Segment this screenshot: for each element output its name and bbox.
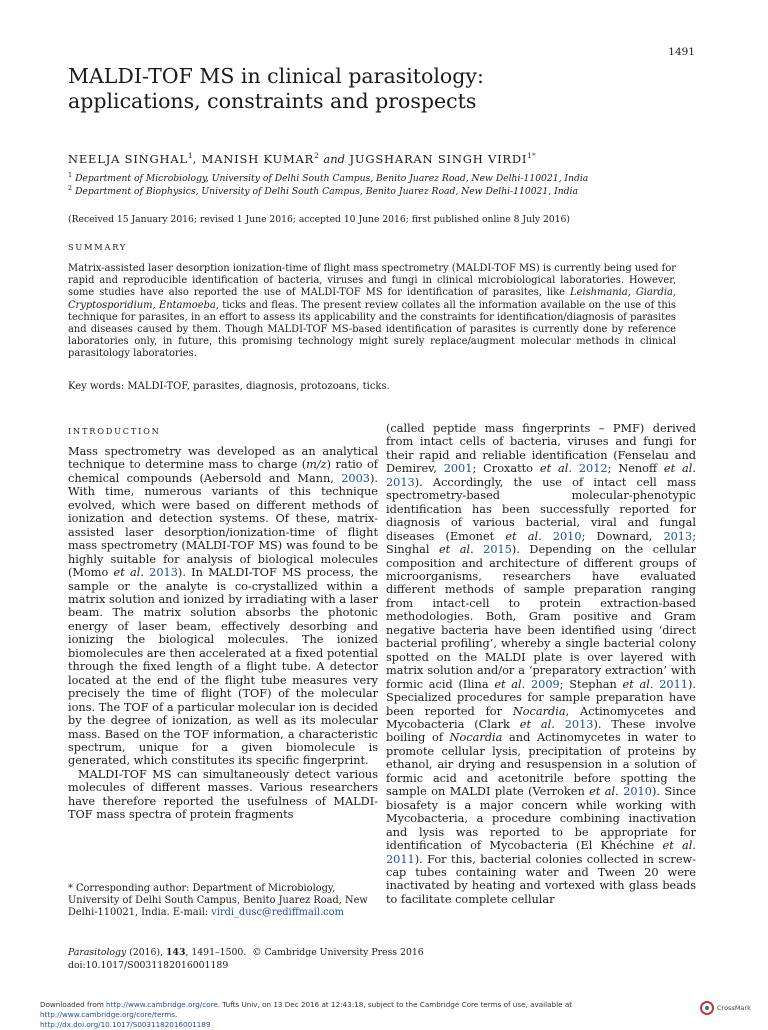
- citation-link[interactable]: 2012: [578, 462, 608, 476]
- affiliation-1-text: Department of Microbiology, University of Delhi South Campus, Benito Juarez Road, New Delhi-110021, India: [75, 173, 589, 185]
- text-run-italic: et al: [662, 839, 693, 853]
- citation-link[interactable]: 2013: [149, 566, 178, 580]
- doi-link[interactable]: http://dx.doi.org/10.1017/S0031182016001189: [40, 1020, 211, 1029]
- citation-link[interactable]: 2013: [663, 529, 693, 543]
- citation-year: (2016),: [126, 947, 167, 958]
- citation-link[interactable]: 2009: [531, 677, 560, 691]
- affiliation-1: [68, 171, 588, 184]
- publication-dates: (Received 15 January 2016; revised 1 June 2016; accepted 10 June 2016; first published online 8 July 2016): [68, 214, 570, 225]
- text-run: .: [551, 717, 565, 731]
- text-run: ). Depending on the cellular composition and architecture of different groups of microorganisms, researchers have evaluated different methods of sample preparation ranging from intact-cell to protein extraction-based methodologies. Both, Gram positive and Gram negative bacteria have been identified using ‘direct bacterial profiling’, whereby a single bacterial colony spotted on the MALDI plate is over layered with matrix solution and/or a ‘preparatory extraction’ with formic acid (Ilina: [386, 543, 697, 691]
- text-run: ). With time, numerous variants of this technique evolved, which were based on different methods of ionization and detection systems. Of these, matrix-assisted laser desorption/ionization-time of flight mass spectrometry (MALDI-TOF MS) was found to be highly suitable for analysis of biological molecules (Momo: [68, 471, 378, 580]
- affiliation-2-text: Department of Biophysics, University of Delhi South Campus, Benito Juarez Road, New Delhi-110021, India: [75, 186, 578, 198]
- download-text: Downloaded from: [40, 1000, 107, 1009]
- article-title: [68, 64, 708, 114]
- text-run: , Actinomycetes and Mycobacteria (Clark: [386, 704, 696, 731]
- text-run-italic: et al: [438, 543, 471, 557]
- text-run-italic: et al: [113, 566, 141, 580]
- citation-link[interactable]: 2003: [341, 471, 370, 485]
- author-list: [68, 151, 536, 166]
- author-3: JUGSHARAN SINGH VIRDI: [349, 151, 528, 166]
- text-run: .: [692, 839, 696, 853]
- text-run: ). For this, bacterial colonies collected in screw-cap tubes containing water and Tween 20 were inactivated by heating and vortexed with glass beads to facilitate complete cellular: [386, 852, 696, 906]
- text-run: and Actinomycetes in water to promote cellular lysis, precipitation of proteins by ethanol, air drying and resuspension in a solution of formic acid and acetonitrile before spotting the sample on MALDI plate (Verroken: [386, 731, 696, 799]
- text-run-italic: Nocardia: [512, 704, 566, 718]
- citation-link[interactable]: 2010: [552, 529, 582, 543]
- crossmark-icon: [700, 1001, 714, 1015]
- copyright: © Cambridge University Press 2016: [252, 947, 424, 958]
- intro-paragraph-2: MALDI-TOF MS can simultaneously detect various molecules of different masses. Various researchers have therefore reported the usefulness of MALDI-TOF mass spectra of protein fragments: [68, 767, 378, 822]
- author-2: MANISH KUMAR: [201, 151, 315, 166]
- title-line-2: applications, constraints and prospects: [68, 89, 477, 113]
- author-3-affiliation: 1: [527, 151, 533, 160]
- citation-link[interactable]: 2010: [623, 785, 652, 799]
- text-run: Mass spectrometry was developed as an analytical technique to determine mass to charge (: [68, 445, 378, 472]
- text-run-italic: et al: [539, 462, 569, 476]
- author-2-affiliation: 2: [314, 151, 319, 160]
- terms-link[interactable]: http://www.cambridge.org/core/terms: [40, 1010, 175, 1019]
- core-link[interactable]: http://www.cambridge.org/core: [106, 1000, 218, 1009]
- citation-volume: 143: [166, 947, 186, 958]
- text-run: .: [615, 785, 624, 799]
- crossmark-label: CrossMark: [717, 1004, 751, 1012]
- citation-pages: , 1491–1500.: [185, 947, 247, 958]
- summary-text: [68, 263, 676, 361]
- text-run: ). These involve boiling of: [386, 717, 696, 745]
- citation-link[interactable]: 2013: [564, 717, 594, 731]
- text-run: ). Since biosafety is a major concern while working with Mycobacteria, a procedure combining inactivation and lysis was reported to be appropriate for identification of Mycobacteria (El Khéchine: [386, 785, 697, 853]
- text-run-italic: et al: [519, 717, 552, 731]
- right-column-paragraph: [386, 422, 696, 906]
- author-separator: ,: [192, 151, 198, 166]
- left-column: [68, 445, 378, 822]
- text-run: .: [649, 677, 660, 691]
- text-run: ; Croxatto: [472, 462, 540, 476]
- text-run: ; Singhal: [386, 529, 696, 557]
- affiliation-2-number: 2: [68, 184, 73, 192]
- author-and: and: [323, 151, 345, 166]
- author-1: NEELJA SINGHAL: [68, 151, 188, 166]
- citation-link[interactable]: 2011: [659, 677, 688, 691]
- summary-part: , ticks and fleas. The present review collates all the information available on the use of this technique for parasites, in an effort to assess its applicability and the constraints for identification/diagnosis of parasites and diseases caused by them. Though MALDI-TOF MS-based identification of parasites is currently done by reference laboratories only, in future, this promising technology might surely replace/augment molecular methods in clinical parasitology laboratories.: [68, 299, 676, 360]
- affiliation-2: [68, 184, 578, 197]
- affiliation-1-number: 1: [68, 171, 73, 179]
- text-run-italic: et al: [505, 529, 539, 543]
- corresponding-author-link[interactable]: *: [532, 151, 536, 160]
- text-run: .: [470, 543, 484, 557]
- author-1-affiliation: 1: [187, 151, 193, 160]
- journal-name: Parasitology: [68, 947, 127, 958]
- keywords: Key words: MALDI-TOF, parasites, diagnosis, protozoans, ticks.: [68, 381, 390, 392]
- text-run: .: [568, 462, 579, 476]
- text-run: .: [538, 529, 553, 543]
- citation-link[interactable]: 2011: [386, 852, 415, 866]
- download-notice: [40, 1000, 680, 1030]
- text-run-italic: et al: [589, 785, 616, 799]
- text-run-italic: et al: [622, 677, 650, 691]
- text-run: ; Downard,: [581, 529, 664, 543]
- text-run-italic: m/z: [306, 458, 327, 472]
- citation-link[interactable]: 2015: [483, 543, 512, 557]
- summary-part-italic: Leishmania, Giardia, Cryptosporidium, Entamoeba: [68, 287, 677, 311]
- summary-heading: SUMMARY: [68, 242, 128, 252]
- download-text: . Tufts Univ, on 13 Dec 2016 at 12:43:18, subject to the Cambridge Core terms of use, available at: [217, 1000, 573, 1009]
- citation-link[interactable]: 2013: [386, 475, 415, 489]
- text-run: .: [140, 566, 150, 580]
- download-text: .: [175, 1010, 178, 1019]
- text-run: (called peptide mass fingerprints – PMF) derived from intact cells of bacteria, viruses and fungi for their rapid and reliable identification (Fenselau and Demirev,: [386, 422, 696, 476]
- text-run: ; Nenoff: [607, 462, 664, 476]
- email-link[interactable]: virdi_dusc@rediffmail.com: [211, 907, 344, 919]
- text-run: ). In MALDI-TOF MS process, the sample or the analyte is co-crystallized within a matrix solution and ionized by irradiating with a laser beam. The matrix solution absorbs the photonic energy of laser beam, effectively desorbing and ionizing the biological molecules. The ionized biomolecules are then accelerated at a fixed potential through the fixed length of a flight tube. A detector located at the end of the flight tube measures very precisely the time of flight (TOF) of the molecular ions. The TOF of a particular molecular ion is decided by the degree of ionization, as well as its molecular mass. Based on the TOF information, a characteristic spectrum, unique for a given biomolecule is generated, which constitutes its specific fingerprint.: [68, 566, 378, 768]
- summary-part: Matrix-assisted laser desorption ionization-time of flight mass spectrometry (MALDI-TOF MS) is currently being used for rapid and reproducible identification of bacteria, viruses and fungi in clinical microbiological laboratories. However, some studies have also reported the use of MALDI-TOF MS for identification of parasites, like: [68, 263, 676, 299]
- text-run: .: [521, 677, 531, 691]
- doi: doi:10.1017/S0031182016001189: [68, 960, 229, 971]
- crossmark-badge[interactable]: [700, 1000, 760, 1016]
- journal-citation: [68, 946, 424, 972]
- text-run: ). Specialized procedures for sample preparation have been reported for: [386, 677, 696, 718]
- text-run-italic: et al: [494, 677, 522, 691]
- title-line-1: MALDI-TOF MS in clinical parasitology:: [68, 64, 484, 88]
- intro-paragraph-1: [68, 445, 378, 768]
- text-run-italic: Nocardia: [449, 731, 503, 745]
- text-run-italic: et al: [663, 462, 693, 476]
- text-run: ) ratio of chemical compounds (Aebersold and Mann,: [68, 458, 378, 485]
- corresponding-author-footnote: [68, 883, 373, 919]
- citation-link[interactable]: 2001: [443, 462, 473, 476]
- footnote-text: * Corresponding author: Department of Microbiology, University of Delhi South Campus, Benito Juarez Road, New Delhi-110021, India. E-mail:: [68, 883, 368, 919]
- page-number: 1491: [668, 46, 695, 58]
- introduction-heading: INTRODUCTION: [68, 426, 161, 436]
- right-column: [386, 422, 696, 906]
- text-run: ). Accordingly, the use of intact cell mass spectrometry-based molecular-phenotypic identification has been successfully reported for diagnosis of various bacterial, viral and fungal diseases (Emonet: [386, 475, 696, 543]
- text-run: ; Stephan: [559, 677, 623, 691]
- text-run: .: [692, 462, 696, 476]
